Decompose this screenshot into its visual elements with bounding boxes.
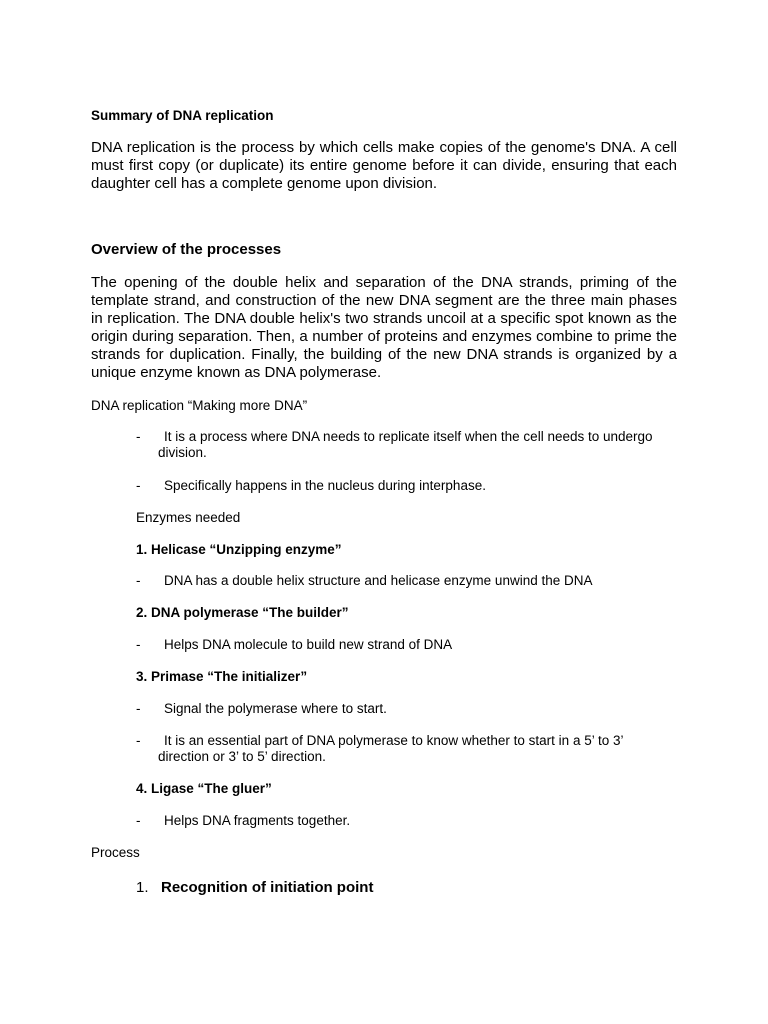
overview-paragraph: The opening of the double helix and separation of the DNA strands, priming of the template strand, and construction of the new DNA segment are the three main phases in replication. The DNA double helix's two strands uncoil at a specific spot known as the origin during separation. Then, a number of proteins and enzymes combine to prime the strands for duplication. Finally, the building of the new DNA strands is organized by a unique enzyme known as DNA polymerase. [91,274,677,381]
enzyme-heading: 2. DNA polymerase “The builder” [136,605,349,620]
process-step-number: 1. [136,879,149,896]
list-item [136,701,676,717]
list-item [136,478,676,494]
process-label: Process [91,845,140,860]
enzymes-label: Enzymes needed [136,510,241,525]
dash-marker: - [136,429,141,444]
list-item-text: It is a process where DNA needs to replicate itself when the cell needs to undergo division. [158,429,653,460]
dash-marker: - [136,701,141,716]
doc-title: Summary of DNA replication [91,108,274,123]
list-item [136,813,676,829]
process-step-heading: Recognition of initiation point [161,879,374,896]
dash-marker: - [136,637,141,652]
list-item-text: Specifically happens in the nucleus during interphase. [164,478,486,493]
overview-heading: Overview of the processes [91,241,282,258]
list-item-text: It is an essential part of DNA polymerase to know whether to start in a 5’ to 3’ direction or 3’ to 5’ direction. [158,733,623,764]
intro-paragraph: DNA replication is the process by which cells make copies of the genome's DNA. A cell must first copy (or duplicate) its entire genome before it can divide, ensuring that each daughter cell has a complete genome upon division. [91,139,677,192]
enzyme-heading: 4. Ligase “The gluer” [136,781,272,796]
dash-marker: - [136,478,141,493]
dash-marker: - [136,573,141,588]
enzyme-heading: 1. Helicase “Unzipping enzyme” [136,542,342,557]
list-item [136,429,676,461]
list-item-text: Helps DNA molecule to build new strand of DNA [164,637,453,652]
making-more-label: DNA replication “Making more DNA” [91,398,308,413]
enzyme-heading: 3. Primase “The initializer” [136,669,308,684]
dash-marker: - [136,733,141,748]
list-item [136,573,676,589]
list-item-text: Helps DNA fragments together. [164,813,351,828]
list-item-text: DNA has a double helix structure and helicase enzyme unwind the DNA [164,573,593,588]
list-item-text: Signal the polymerase where to start. [164,701,387,716]
dash-marker: - [136,813,141,828]
list-item [136,637,676,653]
list-item [136,733,656,765]
